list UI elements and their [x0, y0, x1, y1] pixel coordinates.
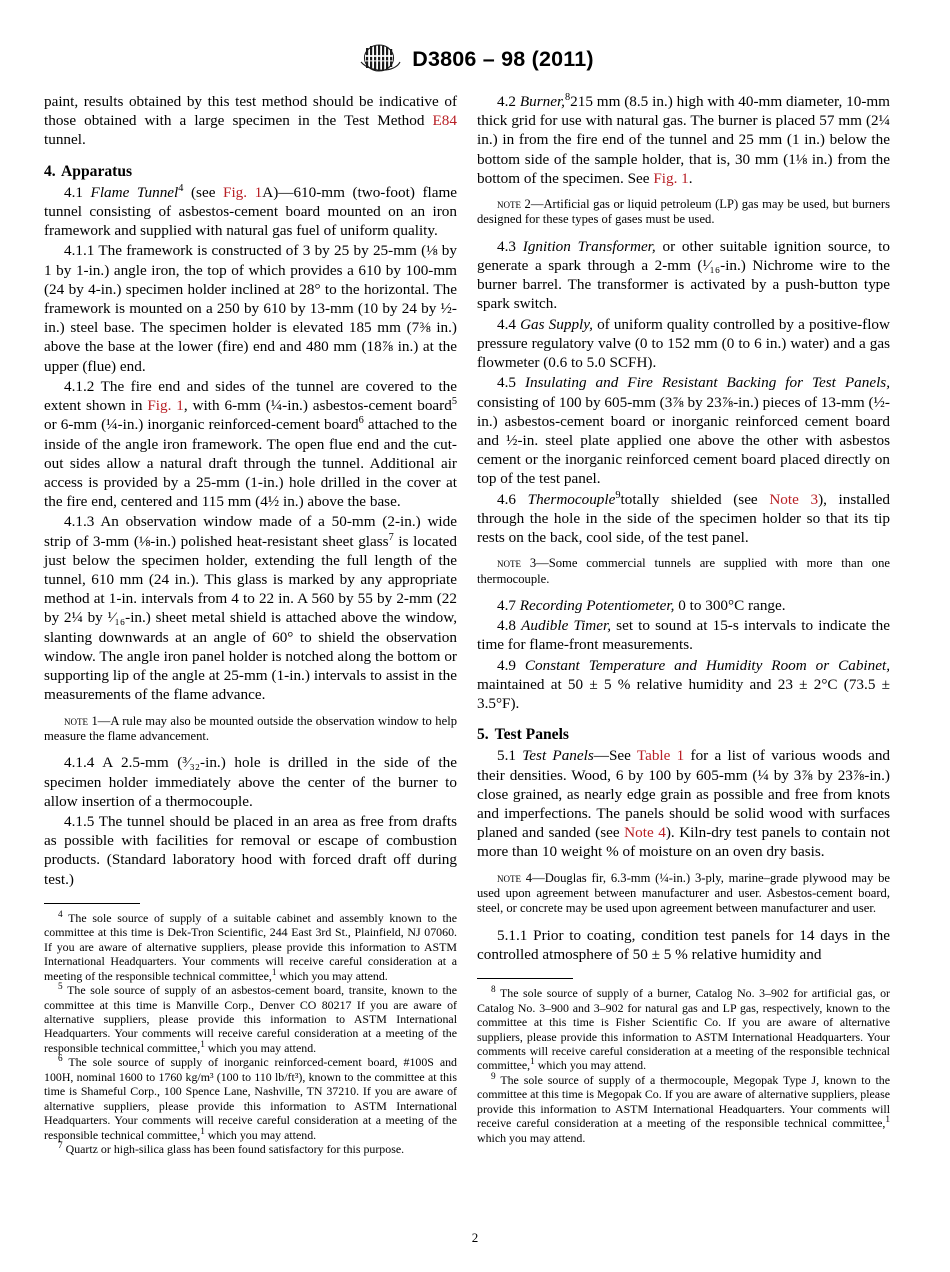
paragraph-4-8	[477, 616, 890, 654]
paragraph-4-6	[477, 490, 890, 548]
paragraph-4-5	[477, 373, 890, 488]
footnote-8-tail: which you may attend.	[534, 1058, 647, 1073]
paragraph-4-1-1: 4.1.1 The framework is constructed of 3 by 25 by 25-mm (⅛ by 1 by 1-in.) angle iron, the top of which provides a 610 by 100-mm (24 by 4-in.) specimen holder inclined at 28° to the horizontal. The framework is mounted on a 250 by 610 by 13-mm (10 by 24 by ½-in.) steel base. The specimen holder is elevated 185 mm (7⅜ in.) above the base at the lower (fire) end and 480 mm (18⅞ in.) at the upper (flue) end.	[44, 242, 457, 375]
link-fig-1-c[interactable]: Fig. 1	[653, 169, 689, 187]
page-number: 2	[471, 1230, 479, 1245]
footnote-9-marker: 9	[491, 1071, 496, 1082]
p47-term: Recording Potentiometer,	[519, 597, 675, 615]
note-1-label: note	[64, 713, 88, 728]
page-header	[0, 0, 950, 82]
footnote-5-ref[interactable]: 1	[200, 1039, 205, 1050]
section-4-title: Apparatus	[61, 162, 133, 180]
p44-number: 4.4	[497, 315, 521, 333]
astm-logo	[356, 42, 402, 76]
p51-term: Test Panels	[522, 747, 594, 765]
p42-post: .	[688, 169, 693, 187]
footnote-8-ref[interactable]: 1	[530, 1057, 535, 1068]
footnote-5	[44, 983, 457, 1055]
p46-number: 4.6	[497, 490, 528, 508]
link-e84[interactable]: E84	[432, 112, 457, 130]
note-1	[44, 714, 457, 745]
paragraph-4-1-2	[44, 377, 457, 512]
p47-number: 4.7	[497, 597, 520, 615]
footnote-ref-8[interactable]: 8	[564, 91, 571, 103]
p41-term: Flame Tunnel	[90, 183, 179, 201]
paragraph-4-1-5: 4.1.5 The tunnel should be placed in an area as free from drafts as possible with facilities for removal or escape of combustion products. (Standard laboratory hood with forced draft off during test.)	[44, 812, 457, 888]
p41-rest: A)—610-mm (two-foot) flame tunnel consisting of asbestos-cement board mounted on an iron framework and supplied with natural gas fuel of uniform quality.	[44, 183, 458, 240]
p46-pre: totally shielded (see	[620, 490, 770, 508]
note-2-number: 2	[521, 197, 531, 212]
p41-mid: (see	[183, 183, 224, 201]
footnote-6-marker: 6	[58, 1054, 63, 1065]
intro-text-post: tunnel.	[44, 131, 86, 149]
footnote-9-text: The sole source of supply of a thermocouple, Megopak Type J, known to the committee at this time is Megopak Co. If you are aware of alternative suppliers, please provide this information to ASTM International Headquarters. Your comments will receive careful consideration at a meeting of the responsible technical committee,	[477, 1072, 890, 1131]
paragraph-4-9	[477, 656, 890, 714]
footnote-8-text: The sole source of supply of a burner, Catalog No. 3–902 for artificial gas, or Catalog No. 3–900 and 3–902 for natural gas and LP gas, respectively, known to the committee at this time is Fisher Scientific Co. If you are aware of alternative suppliers, please provide this information to ASTM International Headquarters. Your comments will receive careful consideration at a meeting of the responsible technical committee,	[477, 986, 890, 1073]
note-4-number: 4	[521, 870, 533, 885]
note-4-text: —Douglas fir, 6.3-mm (¼-in.) 3-ply, marine–grade plywood may be used upon agreement between manufacturer and user. Asbestos-cement board, steel, or concrete may be used upon agreement between manufacturer and user.	[477, 870, 890, 916]
note-1-number: 1	[88, 713, 98, 728]
footnote-8	[477, 986, 890, 1073]
footnote-ref-7[interactable]: 7	[388, 531, 394, 543]
left-column	[44, 92, 457, 1157]
p49-rest: maintained at 50 ± 5 % relative humidity and 23 ± 2°C (73.5 ± 3.5°F).	[477, 675, 890, 713]
footnote-5-tail: which you may attend.	[204, 1040, 317, 1055]
p43-term: Ignition Transformer,	[522, 237, 656, 255]
note-2-label: note	[497, 197, 521, 212]
right-column	[477, 92, 890, 1157]
footnote-ref-9[interactable]: 9	[615, 489, 621, 501]
paragraph-4-7	[477, 596, 890, 615]
footnote-8-marker: 8	[491, 985, 496, 996]
p44-rest: of uniform quality controlled by a positive-flow pressure regulatory valve (0 to 152 mm (0 to 6 in.) water) and a gas flowmeter (0.6 to 5.0 SCFH).	[477, 315, 890, 372]
note-4-label: note	[497, 870, 521, 885]
p413-post: is located just below the specimen holder, extending the full length of the tunnel, 610 mm (24 in.). This glass is marked by any appropriate method at 1-in. intervals from 4 to 22 in. A 560 by 55 by 2-mm (22 by 2¼ by ¹⁄₁₆-in.) sheet metal shield is attached above the window, slanting downwards at an angle of 60° to shield the observation window. The angle iron panel holder is notched along the bottom or supporting lip of the angle at 25-mm (1-in.) intervals to assist in the measurements of the flame advance.	[44, 532, 458, 704]
p412-pre: 4.1.2 The fire end and sides of the tunnel are covered to the extent shown in	[44, 377, 457, 415]
page-title: D3806 – 98 (2011)	[412, 46, 594, 71]
paragraph-4-3	[477, 237, 890, 314]
p412-mid1: , with 6-mm (¼-in.) asbestos-cement board	[183, 397, 452, 415]
footnote-5-text: The sole source of supply of an asbestos-cement board, transite, known to the committee at this time is Manville Corp., Denver CO 80217 If you are aware of alternative suppliers, please provide this information to ASTM International Headquarters. Your comments will receive careful consideration at a meeting of the responsible technical committee,	[44, 983, 457, 1055]
footnote-7	[44, 1142, 457, 1156]
p412-mid2: or 6-mm (¼-in.) inorganic reinforced-cement board	[44, 416, 359, 434]
p49-number: 4.9	[497, 656, 525, 674]
footnote-rule	[477, 978, 573, 979]
note-3-number: 3	[521, 556, 537, 571]
paragraph-4-1-3	[44, 512, 457, 704]
p45-rest: consisting of 100 by 605-mm (3⅞ by 23⅞-in.) pieces of 13-mm (½-in.) asbestos-cement board or inorganic reinforced cement board and ½-in. steel plate applied one above the other with asbestos cement or the inorganic reinforced cement board placed directly on top of the test panel.	[477, 393, 890, 488]
section-5-number: 5.	[477, 726, 489, 744]
footnote-9-ref[interactable]: 1	[885, 1115, 890, 1126]
p42-term: Burner,	[519, 93, 565, 110]
intro-text-pre: paint, results obtained by this test method should be indicative of those obtained with a large specimen in the Test Method	[44, 93, 457, 130]
footnote-9	[477, 1073, 890, 1145]
p48-rest: set to sound at 15-s intervals to indicate the time for flame-front measurements.	[477, 617, 890, 654]
footnote-4-text: The sole source of supply of a suitable cabinet and assembly known to the committee at this time is Dek-Tron Scientific, 244 East 3rd St., Plainfield, NJ 07060. If you are aware of alternative suppliers, please provide this information to ASTM International Headquarters. Your comments will receive careful consideration at a meeting of the responsible technical committee,	[44, 910, 457, 983]
p45-term: Insulating and Fire Resistant Backing for Test Panels,	[524, 374, 891, 392]
section-heading-5	[477, 726, 890, 744]
p47-rest: 0 to 300°C range.	[674, 597, 786, 615]
footnote-9-tail: which you may attend.	[477, 1130, 586, 1145]
paragraph-5-1	[477, 746, 890, 861]
link-note-4[interactable]: Note 4	[624, 824, 666, 842]
paragraph-5-1-1: 5.1.1 Prior to coating, condition test panels for 14 days in the controlled atmosphere of 50 ± 5 % relative humidity and	[477, 926, 890, 963]
section-heading-4	[44, 163, 457, 181]
p49-term: Constant Temperature and Humidity Room or Cabinet,	[524, 656, 891, 674]
paragraph-4-1	[44, 183, 457, 241]
paragraph-intro	[44, 92, 457, 150]
paragraph-4-4	[477, 315, 890, 373]
footnote-ref-5[interactable]: 5	[451, 396, 458, 407]
footnote-ref-6[interactable]: 6	[358, 415, 364, 427]
p51-dash: —See	[593, 747, 637, 765]
p43-number: 4.3	[497, 237, 523, 255]
footnote-rule	[44, 903, 140, 904]
p41-number: 4.1	[64, 183, 91, 201]
footnote-4-marker: 4	[58, 909, 63, 920]
p45-number: 4.5	[497, 374, 525, 392]
note-4	[477, 871, 890, 917]
paragraph-4-2	[477, 92, 890, 188]
link-fig-1[interactable]: Fig. 1	[223, 183, 263, 201]
note-3	[477, 556, 890, 587]
p51-tail: ). Kiln-dry test panels to contain not more than 10 weight % of moisture on an oven dry basis.	[477, 824, 890, 861]
footnote-7-text: Quartz or high-silica glass has been found satisfactory for this purpose.	[62, 1142, 405, 1157]
footnote-4	[44, 911, 457, 983]
p42-pre: 215 mm (8.5 in.) high with 40-mm diameter, 10-mm thick grid for use with natural gas. The burner is placed 57 mm (2¼ in.) in from the fire end of the tunnel and 25 mm (1 in.) below the bottom side of the sample holder, that is, 30 mm (1⅛ in.) from the bottom of the specimen. See	[477, 93, 890, 187]
note-2-text: —Artificial gas or liquid petroleum (LP) gas may be used, but burners designed for these types of gases must be used.	[477, 197, 890, 227]
footnote-6	[44, 1055, 457, 1142]
footnote-6-text: The sole source of supply of inorganic reinforced-cement board, #100S and 100H, nominal 1600 to 1760 kg/m³ (100 to 110 lb/ft³), known to the committee at this time is Shameful Corp., 100 Spence Lane, Nashville, TN 37210. If you are aware of alternative suppliers, please provide this information to ASTM International Headquarters. Your comments will receive careful consideration at a meeting of the responsible technical committee,	[44, 1055, 457, 1142]
p46-post: ), installed through the hole in the side of the specimen holder so that its tip rests on the back, cool side, of the test panel.	[477, 490, 891, 547]
link-fig-1-b[interactable]: Fig. 1	[147, 397, 184, 415]
p43-rest: or other suitable ignition source, to generate a spark through a 2-mm (¹⁄₁₆-in.) Nichrome wire to the burner barrel. The transformer is activated by a push-button type spark switch.	[477, 237, 890, 313]
section-5-title: Test Panels	[494, 726, 569, 744]
two-column-body	[0, 82, 950, 1157]
note-2	[477, 197, 890, 228]
right-footnotes	[477, 978, 890, 1145]
footnote-5-marker: 5	[58, 982, 63, 993]
p51-number: 5.1	[497, 747, 523, 765]
note-3-text: —Some commercial tunnels are supplied with more than one thermocouple.	[477, 556, 890, 586]
p48-term: Audible Timer,	[521, 617, 612, 635]
footnote-ref-4[interactable]: 4	[178, 182, 184, 194]
p42-number: 4.2	[497, 93, 520, 110]
p412-post: attached to the inside of the angle iron framework. The open flue end and the cut-out sides allow a natural draft through the tunnel. Additional air access is provided by a 25-mm (1-in.) hole drilled in the cover at the fire end, centered and 115 mm (4½ in.) above the base.	[44, 416, 457, 511]
p413-pre: 4.1.3 An observation window made of a 50-mm (2-in.) wide strip of 3-mm (⅛-in.) polished heat-resistant sheet glass	[44, 513, 457, 550]
footnote-4-tail: which you may attend.	[276, 968, 388, 983]
footnote-6-tail: which you may attend.	[204, 1127, 317, 1142]
note-1-text: —A rule may also be mounted outside the observation window to help measure the flame advancement.	[44, 713, 457, 743]
footnote-4-ref[interactable]: 1	[271, 967, 277, 978]
left-footnotes	[44, 903, 457, 1157]
footnote-6-ref[interactable]: 1	[200, 1126, 205, 1137]
footnote-7-marker: 7	[58, 1141, 63, 1152]
p44-term: Gas Supply,	[520, 315, 593, 333]
section-4-number: 4.	[44, 162, 56, 180]
paragraph-4-1-4: 4.1.4 A 2.5-mm (³⁄₃₂-in.) hole is drilled in the side of the specimen holder immediately above the center of the burner to allow insertion of a thermocouple.	[44, 754, 457, 810]
note-3-label: note	[497, 556, 521, 571]
p46-term: Thermocouple	[527, 490, 616, 508]
link-note-3[interactable]: Note 3	[769, 490, 819, 508]
p51-rest: for a list of various woods and their densities. Wood, 6 by 100 by 605-mm (¼ by 3⅞ by 23⅞-in.) close grained, as nearly edge grain as possible and free from knots and imperfections. The panels should be solid wood with surfaces planed and sanded (see	[477, 747, 891, 842]
link-table-1[interactable]: Table 1	[636, 747, 685, 765]
p48-number: 4.8	[497, 617, 522, 635]
